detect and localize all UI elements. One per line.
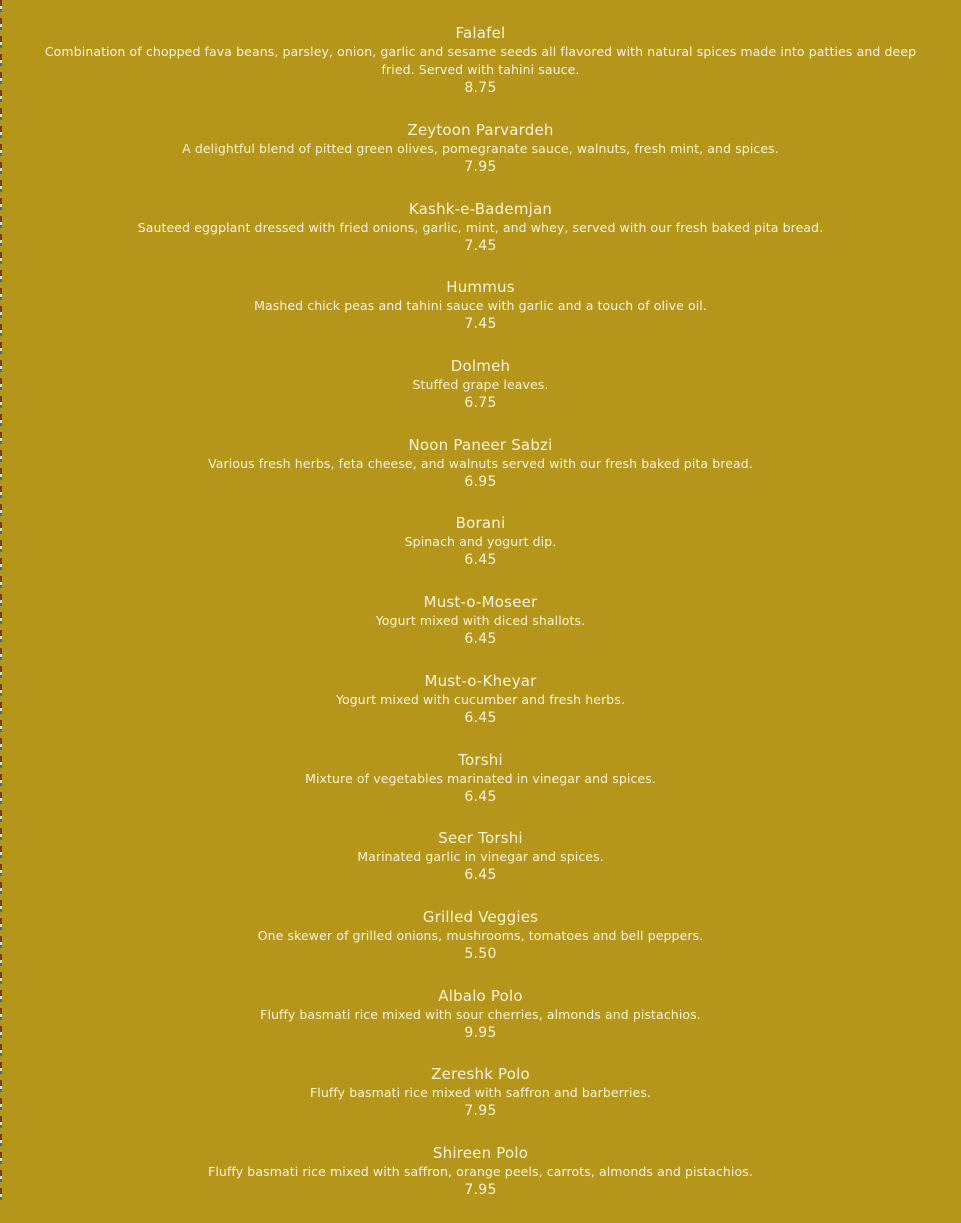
menu-item-name: Albalo Polo — [438, 986, 523, 1005]
menu-item — [0, 908, 961, 987]
menu-list — [0, 24, 961, 1223]
menu-item-description: Fluffy basmati rice mixed with saffron and barberries. — [309, 1085, 652, 1101]
menu-item-description: Mashed chick peas and tahini sauce with garlic and a touch of olive oil. — [254, 298, 707, 314]
menu-item-price: 8.75 — [464, 80, 497, 96]
menu-item — [0, 829, 961, 908]
menu-item-description: A delightful blend of pitted green olives, pomegranate sauce, walnuts, fresh mint, and spices. — [182, 141, 779, 156]
menu-item-price: 7.45 — [464, 237, 497, 254]
menu-item-price: 7.95 — [464, 1103, 497, 1120]
menu-item-name: Zereshk Polo — [431, 1065, 530, 1084]
menu-item — [0, 436, 961, 515]
menu-item-name: Zeytoon Parvardeh — [407, 121, 554, 139]
menu-item-name: Kashk-e-Bademjan — [408, 199, 553, 218]
menu-item — [0, 278, 961, 357]
menu-item-description: Yogurt mixed with cucumber and fresh herbs. — [335, 691, 626, 707]
menu-item-description: Combination of chopped fava beans, parsley, onion, garlic and sesame seeds all flavored with natural spices made into patties and deep fried. Served with tahini sauce. — [44, 44, 917, 77]
menu-item — [0, 1144, 961, 1223]
menu-item — [0, 751, 961, 830]
menu-item-price: 6.45 — [464, 552, 497, 569]
menu-item-price: 6.45 — [464, 631, 497, 648]
menu-item — [0, 672, 961, 751]
menu-item-name: Must-o-Kheyar — [424, 671, 537, 690]
menu-item-name: Shireen Polo — [432, 1143, 529, 1162]
menu-item — [0, 121, 961, 200]
menu-item-price: 6.95 — [464, 473, 497, 490]
menu-item-name: Grilled Veggies — [422, 907, 539, 926]
menu-item-name: Must-o-Moseer — [423, 593, 538, 612]
menu-item-price: 7.95 — [464, 159, 497, 175]
menu-item-name: Torshi — [458, 750, 503, 769]
menu-item-name: Hummus — [446, 278, 515, 297]
menu-item-description: Various fresh herbs, feta cheese, and walnuts served with our fresh baked pita bread. — [208, 455, 753, 471]
menu-item — [0, 200, 961, 279]
menu-item-description: Sauteed eggplant dressed with fried onions, garlic, mint, and whey, served with our fresh baked pita bread. — [137, 219, 824, 235]
menu-item — [0, 987, 961, 1066]
menu-item-description: Yogurt mixed with diced shallots. — [375, 613, 586, 629]
menu-item-description: Fluffy basmati rice mixed with saffron, orange peels, carrots, almonds and pistachios. — [208, 1163, 753, 1179]
menu-item — [0, 514, 961, 593]
menu-item-description: Stuffed grape leaves. — [412, 377, 549, 393]
menu-item-description: Mixture of vegetables marinated in vinegar and spices. — [305, 770, 656, 786]
menu-item-price: 7.45 — [464, 316, 497, 333]
menu-item-name: Seer Torshi — [438, 829, 523, 848]
menu-item-name: Noon Paneer Sabzi — [408, 435, 553, 454]
menu-item — [0, 1065, 961, 1144]
menu-item-name: Borani — [455, 514, 506, 533]
menu-item-price: 6.45 — [464, 867, 497, 884]
menu-item-price: 7.95 — [464, 1181, 497, 1198]
menu-item-price: 9.95 — [464, 1024, 497, 1041]
menu-item-description: Marinated garlic in vinegar and spices. — [357, 849, 604, 865]
menu-item — [0, 24, 961, 121]
menu-item-description: One skewer of grilled onions, mushrooms, tomatoes and bell peppers. — [257, 927, 704, 943]
menu-item-description: Fluffy basmati rice mixed with sour cherries, almonds and pistachios. — [260, 1006, 701, 1022]
menu-item — [0, 357, 961, 436]
menu-item-price: 6.45 — [464, 788, 497, 805]
menu-item-price: 6.45 — [464, 709, 497, 726]
menu-item — [0, 593, 961, 672]
menu-item-description: Spinach and yogurt dip. — [404, 534, 557, 550]
menu-item-name: Dolmeh — [450, 357, 511, 376]
menu-item-price: 6.75 — [464, 395, 497, 412]
menu-item-price: 5.50 — [464, 945, 497, 962]
menu-item-name: Falafel — [455, 24, 506, 42]
